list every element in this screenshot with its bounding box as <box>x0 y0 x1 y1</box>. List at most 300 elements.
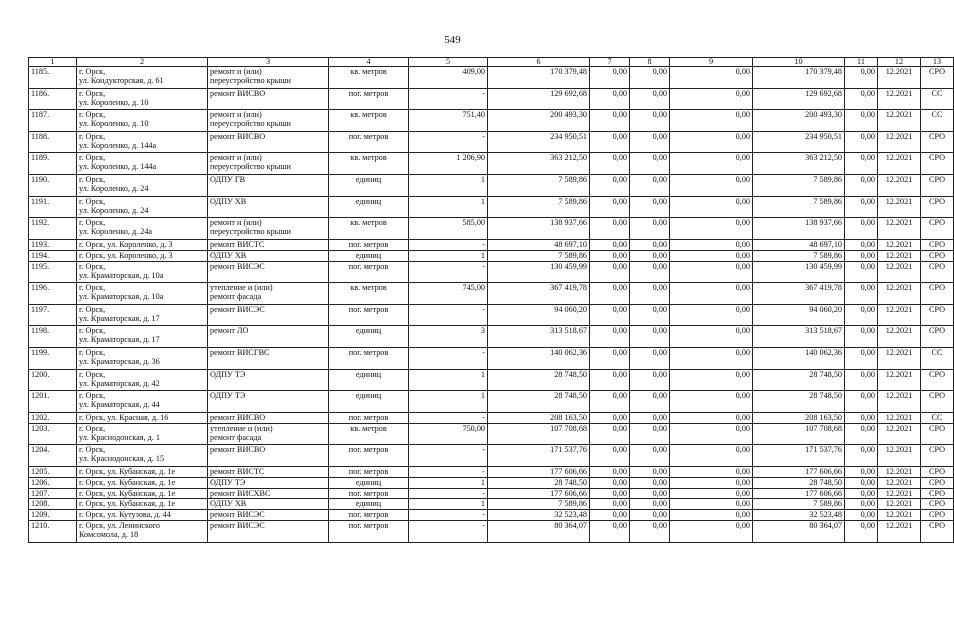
other-funds-cell <box>845 174 878 196</box>
work-type-cell <box>208 369 329 391</box>
address-cell <box>77 445 208 467</box>
total-cost-cell <box>488 445 590 467</box>
deadline-cell-text: 12.2021 <box>885 67 913 76</box>
budget-cell <box>630 304 670 326</box>
address-cell-text: г. Орск, ул. Кутузова, д. 44 <box>79 510 171 520</box>
quantity-cell-text: - <box>482 466 485 476</box>
quantity-cell-text: - <box>482 521 485 531</box>
fund-cell-text: 0,00 <box>612 196 627 206</box>
total-cost-cell <box>488 110 590 132</box>
fund-type-cell <box>921 250 954 261</box>
deadline-cell <box>878 412 921 423</box>
address-cell-text: ул. Краснодонская, д. 1 <box>79 432 160 442</box>
work-type-cell-text: переустройство крыши <box>210 119 291 129</box>
quantity-cell <box>409 110 488 132</box>
work-type-cell-text: ОДПУ ХВ <box>210 250 247 260</box>
owners-funds-cell-text: 170 379,48 <box>805 67 842 76</box>
fund-cell-text: 0,00 <box>612 131 627 141</box>
other-funds-cell-text: 0,00 <box>860 67 875 76</box>
quantity-cell-text: - <box>482 510 485 520</box>
budget-cell-text: 0,00 <box>652 499 667 509</box>
local-budget-cell <box>670 131 753 153</box>
row-number <box>29 250 77 261</box>
local-budget-cell-text: 0,00 <box>735 283 750 293</box>
quantity-cell-text: 750,00 <box>462 423 485 433</box>
address-cell-text: ул. Короленко, д. 24 <box>79 205 149 215</box>
deadline-cell <box>878 391 921 413</box>
other-funds-cell-text: 0,00 <box>860 347 875 357</box>
other-funds-cell <box>845 347 878 369</box>
local-budget-cell-text: 0,00 <box>735 521 750 531</box>
row-number-text: 1186. <box>31 88 50 98</box>
row-number-text: 1194. <box>31 250 50 260</box>
quantity-cell <box>409 283 488 305</box>
address-cell <box>77 391 208 413</box>
fund-type-cell-text: СРО <box>928 131 946 141</box>
other-funds-cell <box>845 239 878 250</box>
total-cost-cell-text: 7 589,86 <box>558 250 587 260</box>
owners-funds-cell <box>753 326 845 348</box>
owners-funds-cell <box>753 239 845 250</box>
unit-cell <box>329 326 409 348</box>
total-cost-cell <box>488 347 590 369</box>
address-cell-text: ул. Краматорская, д. 17 <box>79 313 160 323</box>
address-cell <box>77 423 208 445</box>
work-type-cell <box>208 423 329 445</box>
unit-cell-text: пог. метров <box>348 445 389 455</box>
budget-cell <box>630 499 670 510</box>
unit-cell-text: кв. метров <box>350 218 387 228</box>
work-type-cell-text: ОДПУ ТЭ <box>210 391 246 401</box>
work-type-cell-text: ремонт ВИСЭС <box>210 521 265 531</box>
work-type-cell <box>208 488 329 499</box>
fund-type-cell-text: СРО <box>928 196 946 206</box>
owners-funds-cell <box>753 488 845 499</box>
work-type-cell-text: ремонт ВИСЭС <box>210 510 265 520</box>
work-type-cell-text: ремонт ВИСТС <box>210 239 265 249</box>
table-row <box>29 196 954 218</box>
other-funds-cell-text: 0,00 <box>860 88 875 98</box>
work-type-cell-text: ремонт и (или) <box>210 153 262 163</box>
local-budget-cell <box>670 174 753 196</box>
deadline-cell <box>878 499 921 510</box>
address-cell-text: г. Орск, ул. Короленко, д. 3 <box>79 239 173 249</box>
fund-cell <box>590 445 630 467</box>
address-cell-text: г. Орск, <box>79 347 106 357</box>
row-number <box>29 347 77 369</box>
address-cell-text: г. Орск, <box>79 423 106 433</box>
fund-cell <box>590 391 630 413</box>
row-number <box>29 218 77 240</box>
work-type-cell <box>208 261 329 283</box>
deadline-cell-text: 12.2021 <box>885 326 913 336</box>
work-type-cell <box>208 466 329 477</box>
work-type-cell <box>208 499 329 510</box>
owners-funds-cell-text: 7 589,86 <box>813 250 842 260</box>
unit-cell <box>329 174 409 196</box>
address-cell-text: ул. Короленко, д. 10 <box>79 119 149 129</box>
total-cost-cell-text: 313 518,67 <box>550 326 587 336</box>
deadline-cell <box>878 67 921 89</box>
local-budget-cell-text: 0,00 <box>735 131 750 141</box>
fund-cell <box>590 510 630 521</box>
deadline-cell <box>878 250 921 261</box>
row-number <box>29 283 77 305</box>
quantity-cell <box>409 521 488 543</box>
owners-funds-cell <box>753 261 845 283</box>
row-number <box>29 196 77 218</box>
owners-funds-cell-text: 138 937,66 <box>805 218 842 228</box>
address-cell <box>77 250 208 261</box>
quantity-cell <box>409 488 488 499</box>
deadline-cell-text: 12.2021 <box>885 466 913 476</box>
fund-cell <box>590 304 630 326</box>
unit-cell <box>329 466 409 477</box>
unit-cell-text: пог. метров <box>348 466 389 476</box>
local-budget-cell <box>670 304 753 326</box>
owners-funds-cell-text: 130 459,99 <box>805 261 842 271</box>
row-number-text: 1199. <box>31 347 50 357</box>
unit-cell-text: пог. метров <box>348 412 389 422</box>
owners-funds-cell-text: 363 212,50 <box>805 153 842 163</box>
quantity-cell-text: - <box>482 488 485 498</box>
fund-type-cell <box>921 423 954 445</box>
fund-type-cell-text: СРО <box>928 250 946 260</box>
work-type-cell <box>208 218 329 240</box>
row-number-text: 1197. <box>31 304 50 314</box>
total-cost-cell <box>488 488 590 499</box>
local-budget-cell <box>670 261 753 283</box>
unit-cell <box>329 499 409 510</box>
unit-cell-text: пог. метров <box>348 510 389 520</box>
budget-cell <box>630 196 670 218</box>
address-cell-text: ул. Краснодонская, д. 15 <box>79 454 165 464</box>
column-header: 13 <box>921 58 954 67</box>
deadline-cell <box>878 477 921 488</box>
quantity-cell <box>409 196 488 218</box>
work-type-cell <box>208 477 329 488</box>
deadline-cell-text: 12.2021 <box>885 510 913 520</box>
deadline-cell-text: 12.2021 <box>885 347 913 357</box>
budget-cell-text: 0,00 <box>652 153 667 163</box>
quantity-cell <box>409 250 488 261</box>
total-cost-cell-text: 129 692,68 <box>550 88 587 98</box>
other-funds-cell-text: 0,00 <box>860 174 875 184</box>
address-cell-text: г. Орск, <box>79 88 106 98</box>
fund-cell-text: 0,00 <box>612 391 627 401</box>
local-budget-cell-text: 0,00 <box>735 423 750 433</box>
address-cell-text: ул. Короленко, д. 144а <box>79 162 157 172</box>
fund-type-cell <box>921 326 954 348</box>
address-cell <box>77 477 208 488</box>
local-budget-cell-text: 0,00 <box>735 347 750 357</box>
row-number <box>29 391 77 413</box>
work-type-cell-text: ремонт ЛО <box>210 326 249 336</box>
work-type-cell-text: ремонт фасада <box>210 432 262 442</box>
owners-funds-cell <box>753 218 845 240</box>
owners-funds-cell-text: 80 364,07 <box>809 521 842 531</box>
column-header: 9 <box>670 58 753 67</box>
address-cell-text: г. Орск, <box>79 445 106 455</box>
fund-type-cell-text: СРО <box>928 499 946 509</box>
row-number <box>29 304 77 326</box>
fund-cell-text: 0,00 <box>612 423 627 433</box>
total-cost-cell-text: 94 060,20 <box>554 304 587 314</box>
fund-cell <box>590 250 630 261</box>
unit-cell-text: кв. метров <box>350 283 387 293</box>
unit-cell-text: единиц <box>355 391 382 401</box>
fund-cell-text: 0,00 <box>612 283 627 293</box>
fund-type-cell-text: СРО <box>928 218 946 228</box>
column-header: 11 <box>845 58 878 67</box>
fund-type-cell <box>921 110 954 132</box>
fund-cell-text: 0,00 <box>612 304 627 314</box>
table-row <box>29 521 954 543</box>
budget-cell <box>630 283 670 305</box>
owners-funds-cell-text: 7 589,86 <box>813 499 842 509</box>
row-number-text: 1204. <box>31 445 50 455</box>
work-type-cell <box>208 174 329 196</box>
fund-type-cell <box>921 510 954 521</box>
work-type-cell-text: ремонт ВИСВО <box>210 412 266 422</box>
row-number-text: 1208. <box>31 499 50 509</box>
budget-cell-text: 0,00 <box>652 488 667 498</box>
address-cell-text: г. Орск, ул. Кубанская, д. 1е <box>79 499 176 509</box>
address-cell <box>77 196 208 218</box>
total-cost-cell <box>488 196 590 218</box>
unit-cell <box>329 423 409 445</box>
budget-cell <box>630 110 670 132</box>
deadline-cell-text: 12.2021 <box>885 261 913 271</box>
table-body <box>29 67 954 543</box>
total-cost-cell <box>488 88 590 110</box>
fund-type-cell-text: СРО <box>928 445 946 455</box>
fund-type-cell-text: СС <box>931 110 943 120</box>
owners-funds-cell <box>753 445 845 467</box>
budget-cell-text: 0,00 <box>652 218 667 228</box>
local-budget-cell <box>670 239 753 250</box>
deadline-cell-text: 12.2021 <box>885 88 913 98</box>
unit-cell <box>329 67 409 89</box>
fund-cell <box>590 153 630 175</box>
unit-cell <box>329 283 409 305</box>
work-type-cell-text: ОДПУ ХВ <box>210 499 247 509</box>
address-cell-text: г. Орск, <box>79 283 106 293</box>
total-cost-cell-text: 200 493,30 <box>550 110 587 120</box>
unit-cell <box>329 261 409 283</box>
local-budget-cell-text: 0,00 <box>735 445 750 455</box>
budget-cell <box>630 174 670 196</box>
budget-cell-text: 0,00 <box>652 521 667 531</box>
local-budget-cell-text: 0,00 <box>735 304 750 314</box>
quantity-cell <box>409 423 488 445</box>
table-row <box>29 261 954 283</box>
address-cell-text: г. Орск, ул. Короленко, д. 3 <box>79 250 173 260</box>
deadline-cell <box>878 510 921 521</box>
other-funds-cell <box>845 488 878 499</box>
total-cost-cell <box>488 412 590 423</box>
quantity-cell-text: - <box>482 347 485 357</box>
budget-cell-text: 0,00 <box>652 250 667 260</box>
other-funds-cell-text: 0,00 <box>860 304 875 314</box>
row-number-text: 1203. <box>31 423 50 433</box>
deadline-cell <box>878 304 921 326</box>
quantity-cell <box>409 261 488 283</box>
deadline-cell-text: 12.2021 <box>885 239 913 249</box>
unit-cell-text: кв. метров <box>350 423 387 433</box>
quantity-cell-text: - <box>482 261 485 271</box>
quantity-cell <box>409 153 488 175</box>
budget-cell <box>630 521 670 543</box>
other-funds-cell <box>845 412 878 423</box>
column-header: 10 <box>753 58 845 67</box>
fund-cell-text: 0,00 <box>612 466 627 476</box>
budget-cell <box>630 239 670 250</box>
deadline-cell <box>878 521 921 543</box>
table-row <box>29 326 954 348</box>
other-funds-cell <box>845 131 878 153</box>
work-type-cell <box>208 196 329 218</box>
quantity-cell-text: 751,40 <box>462 110 485 120</box>
fund-cell <box>590 488 630 499</box>
fund-type-cell-text: СРО <box>928 283 946 293</box>
table-row <box>29 239 954 250</box>
row-number-text: 1196. <box>31 283 50 293</box>
row-number <box>29 510 77 521</box>
quantity-cell <box>409 326 488 348</box>
address-cell-text: г. Орск, <box>79 131 106 141</box>
unit-cell-text: пог. метров <box>348 304 389 314</box>
quantity-cell-text: 745,00 <box>462 283 485 293</box>
budget-cell <box>630 391 670 413</box>
quantity-cell-text: 1 <box>480 196 485 206</box>
quantity-cell-text: 1 206,90 <box>456 153 485 163</box>
quantity-cell <box>409 477 488 488</box>
work-type-cell <box>208 391 329 413</box>
fund-cell <box>590 521 630 543</box>
unit-cell <box>329 131 409 153</box>
deadline-cell-text: 12.2021 <box>885 131 913 141</box>
local-budget-cell-text: 0,00 <box>735 326 750 336</box>
budget-cell-text: 0,00 <box>652 477 667 487</box>
table-row <box>29 174 954 196</box>
table-row <box>29 218 954 240</box>
other-funds-cell-text: 0,00 <box>860 196 875 206</box>
row-number-text: 1205. <box>31 466 50 476</box>
deadline-cell-text: 12.2021 <box>885 412 913 422</box>
fund-type-cell-text: СС <box>931 88 943 98</box>
address-cell-text: г. Орск, ул. Красная, д. 16 <box>79 412 169 422</box>
row-number <box>29 174 77 196</box>
other-funds-cell <box>845 326 878 348</box>
budget-cell-text: 0,00 <box>652 510 667 520</box>
row-number-text: 1189. <box>31 153 50 163</box>
page-number: 549 <box>444 34 461 46</box>
table-row <box>29 283 954 305</box>
other-funds-cell-text: 0,00 <box>860 283 875 293</box>
budget-cell-text: 0,00 <box>652 304 667 314</box>
work-type-cell <box>208 510 329 521</box>
budget-cell <box>630 218 670 240</box>
other-funds-cell-text: 0,00 <box>860 261 875 271</box>
fund-type-cell <box>921 196 954 218</box>
local-budget-cell <box>670 110 753 132</box>
row-number-text: 1192. <box>31 218 50 228</box>
quantity-cell-text: 1 <box>480 391 485 401</box>
total-cost-cell-text: 32 523,48 <box>554 510 587 520</box>
budget-cell-text: 0,00 <box>652 466 667 476</box>
fund-cell-text: 0,00 <box>612 239 627 249</box>
quantity-cell <box>409 369 488 391</box>
fund-cell-text: 0,00 <box>612 218 627 228</box>
budget-cell-text: 0,00 <box>652 67 667 76</box>
owners-funds-cell-text: 200 493,30 <box>805 110 842 120</box>
work-type-cell-text: ремонт ВИСТС <box>210 466 265 476</box>
deadline-cell-text: 12.2021 <box>885 174 913 184</box>
local-budget-cell-text: 0,00 <box>735 477 750 487</box>
owners-funds-cell-text: 208 163,50 <box>805 412 842 422</box>
unit-cell <box>329 218 409 240</box>
total-cost-cell-text: 107 708,68 <box>550 423 587 433</box>
total-cost-cell <box>488 218 590 240</box>
owners-funds-cell-text: 177 606,66 <box>805 466 842 476</box>
deadline-cell <box>878 326 921 348</box>
deadline-cell <box>878 88 921 110</box>
fund-cell <box>590 369 630 391</box>
table-row <box>29 131 954 153</box>
unit-cell-text: кв. метров <box>350 110 387 120</box>
local-budget-cell-text: 0,00 <box>735 174 750 184</box>
address-cell-text: ул. Короленко, д. 24а <box>79 227 153 237</box>
other-funds-cell-text: 0,00 <box>860 250 875 260</box>
other-funds-cell-text: 0,00 <box>860 499 875 509</box>
address-cell <box>77 510 208 521</box>
unit-cell <box>329 347 409 369</box>
total-cost-cell <box>488 466 590 477</box>
local-budget-cell-text: 0,00 <box>735 499 750 509</box>
address-cell <box>77 110 208 132</box>
row-number <box>29 477 77 488</box>
fund-cell-text: 0,00 <box>612 153 627 163</box>
fund-cell <box>590 110 630 132</box>
fund-cell <box>590 261 630 283</box>
quantity-cell <box>409 304 488 326</box>
other-funds-cell-text: 0,00 <box>860 477 875 487</box>
other-funds-cell-text: 0,00 <box>860 326 875 336</box>
budget-cell <box>630 510 670 521</box>
fund-type-cell-text: СРО <box>928 488 946 498</box>
row-number <box>29 261 77 283</box>
fund-cell-text: 0,00 <box>612 412 627 422</box>
address-cell-text: г. Орск, ул. Кубанская, д. 1е <box>79 466 176 476</box>
fund-cell <box>590 283 630 305</box>
deadline-cell-text: 12.2021 <box>885 423 913 433</box>
row-number-text: 1202. <box>31 412 50 422</box>
other-funds-cell <box>845 67 878 89</box>
deadline-cell-text: 12.2021 <box>885 391 913 401</box>
owners-funds-cell <box>753 88 845 110</box>
total-cost-cell-text: 7 589,86 <box>558 499 587 509</box>
fund-type-cell <box>921 304 954 326</box>
address-cell-text: ул. Краматорская, д. 36 <box>79 356 160 366</box>
local-budget-cell <box>670 412 753 423</box>
local-budget-cell-text: 0,00 <box>735 412 750 422</box>
fund-cell <box>590 174 630 196</box>
unit-cell <box>329 304 409 326</box>
owners-funds-cell-text: 107 708,68 <box>805 423 842 433</box>
address-cell-text: г. Орск, <box>79 391 106 401</box>
table-row <box>29 250 954 261</box>
